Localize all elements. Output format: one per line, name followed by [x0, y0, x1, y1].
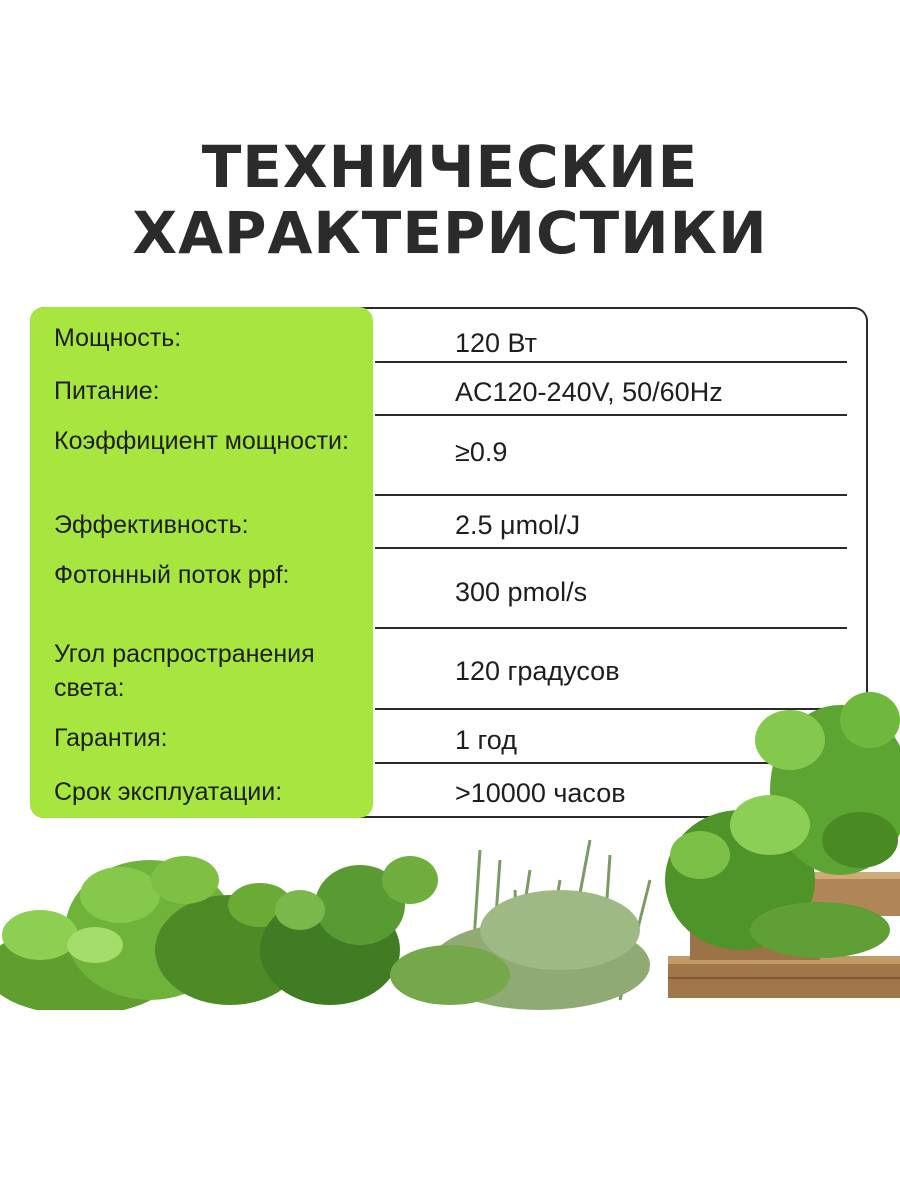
spec-label: Срок эксплуатации: — [54, 778, 283, 806]
page-title-line-2: ХАРАКТЕРИСТИКИ — [132, 199, 768, 267]
row-divider — [375, 361, 847, 363]
page-title — [0, 134, 900, 266]
spec-label: Коэффициент мощности: — [54, 427, 349, 455]
herb-plants-illustration — [0, 680, 900, 1010]
basil-bush-right — [665, 692, 900, 958]
spec-value: 300 pmol/s — [455, 577, 588, 607]
row-divider — [375, 414, 847, 416]
spec-value: 2.5 μmol/J — [455, 510, 581, 540]
spec-label: Мощность: — [54, 324, 182, 352]
spec-label: Эффективность: — [54, 511, 249, 539]
spec-value: 120 Вт — [455, 328, 538, 358]
spec-value: 1 год — [455, 725, 517, 755]
spec-value: 120 градусов — [455, 656, 620, 686]
row-divider — [375, 547, 847, 549]
spec-value: ≥0.9 — [455, 437, 508, 467]
spec-value: >10000 часов — [455, 778, 626, 808]
page-title-line-1: ТЕХНИЧЕСКИЕ — [201, 133, 699, 201]
spec-label: Гарантия: — [54, 724, 168, 752]
spec-label: Питание: — [54, 377, 160, 405]
basil-bush-left — [0, 856, 305, 1010]
rosemary-foliage — [390, 890, 650, 1010]
row-divider — [375, 627, 847, 629]
spec-label: Угол распространения света: — [54, 640, 315, 702]
spec-label: Фотонный поток ppf: — [54, 561, 290, 589]
row-divider — [375, 494, 847, 496]
spec-value: AC120-240V, 50/60Hz — [455, 377, 723, 407]
